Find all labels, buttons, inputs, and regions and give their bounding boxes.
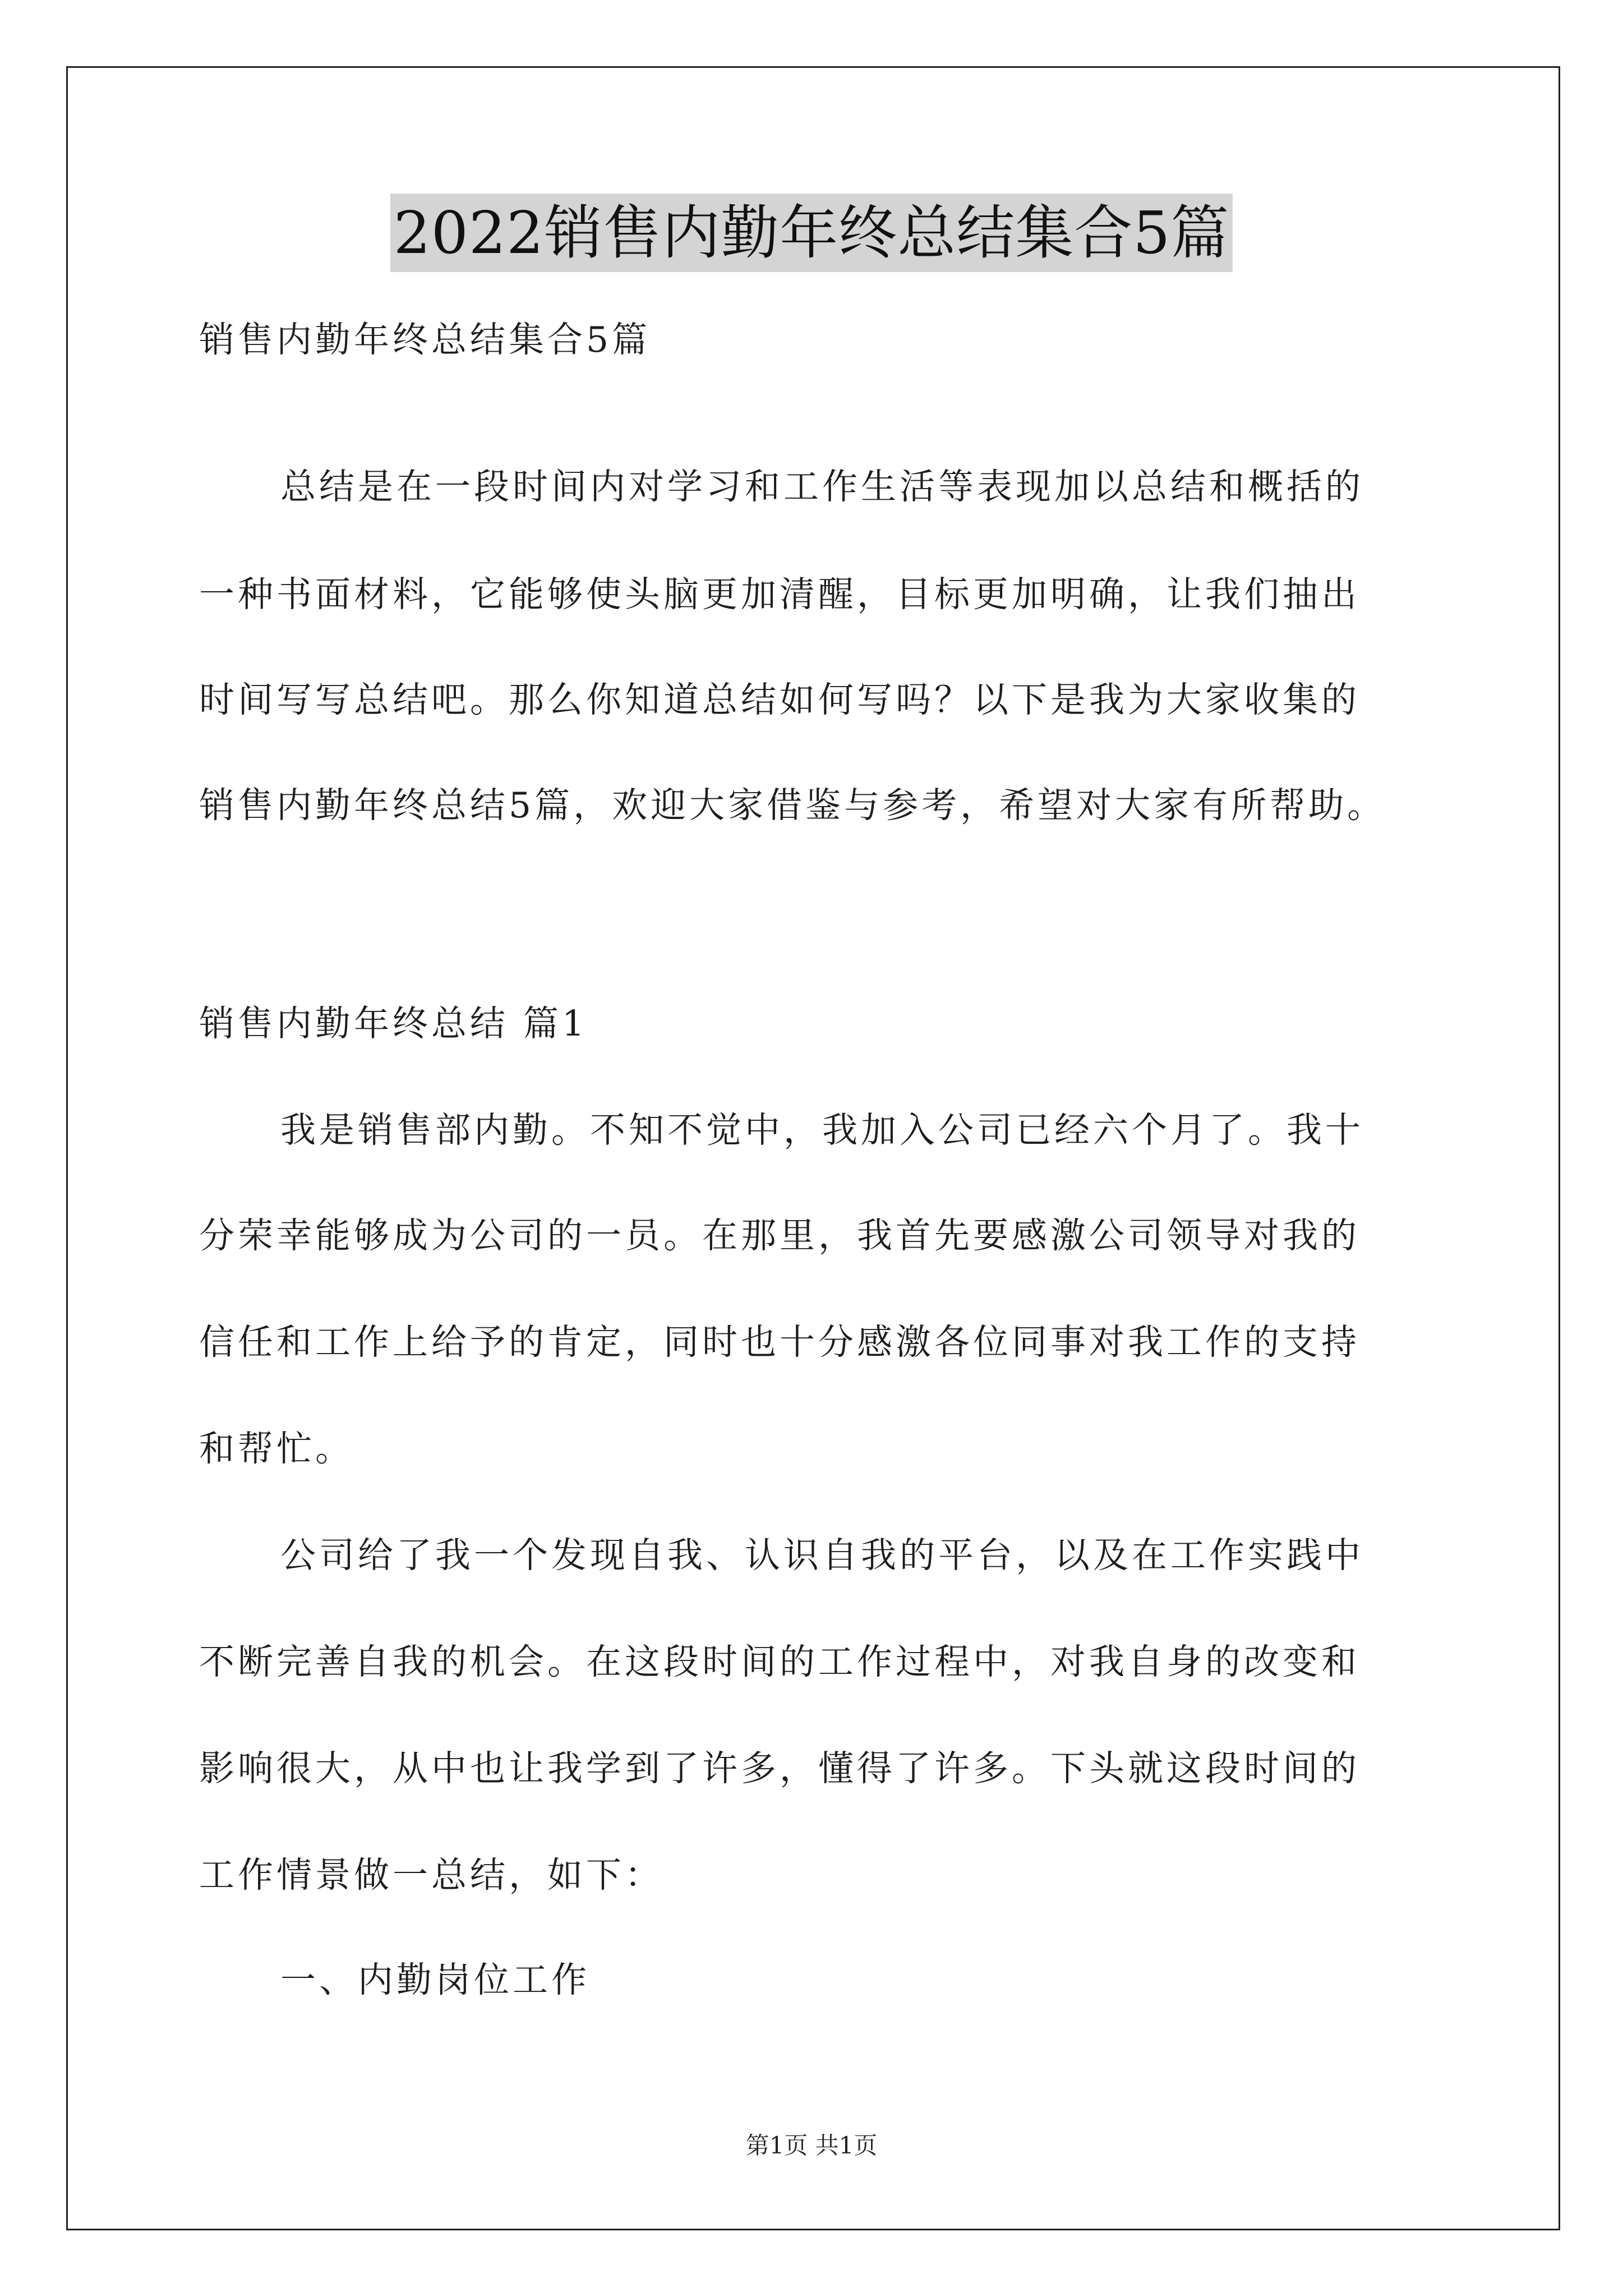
- para2-line-2: 不断完善自我的机会。在这段时间的工作过程中，对我自身的改变和: [199, 1641, 1360, 1682]
- document-subtitle: 销售内勤年终总结集合5篇: [199, 319, 651, 360]
- para1-line-3: 信任和工作上给予的肯定，同时也十分感激各位同事对我工作的支持: [199, 1322, 1360, 1363]
- intro-line-4: 销售内勤年终总结5篇，欢迎大家借鉴与参考，希望对大家有所帮助。: [199, 785, 1386, 826]
- para2-line-1: 公司给了我一个发现自我、认识自我的平台，以及在工作实践中: [280, 1535, 1364, 1576]
- para1-line-1: 我是销售部内勤。不知不觉中，我加入公司已经六个月了。我十: [280, 1110, 1364, 1151]
- page-footer: 第1页 共1页: [745, 2132, 878, 2159]
- intro-line-2: 一种书面材料，它能够使头脑更加清醒，目标更加明确，让我们抽出: [199, 574, 1360, 615]
- para1-line-2: 分荣幸能够成为公司的一员。在那里，我首先要感激公司领导对我的: [199, 1215, 1360, 1256]
- intro-line-3: 时间写写总结吧。那么你知道总结如何写吗？以下是我为大家收集的: [199, 679, 1360, 720]
- para2-line-4: 工作情景做一总结，如下：: [199, 1855, 663, 1895]
- document-title: 2022销售内勤年终总结集合5篇: [390, 194, 1233, 272]
- title-container: [0, 194, 1623, 272]
- intro-line-1: 总结是在一段时间内对学习和工作生活等表现加以总结和概括的: [280, 466, 1364, 507]
- section-heading: 销售内勤年终总结 篇1: [199, 1003, 588, 1044]
- para2-line-3: 影响很大，从中也让我学到了许多，懂得了许多。下头就这段时间的: [199, 1748, 1360, 1789]
- para1-line-4: 和帮忙。: [199, 1428, 354, 1469]
- subheading: 一、内勤岗位工作: [280, 1959, 590, 2000]
